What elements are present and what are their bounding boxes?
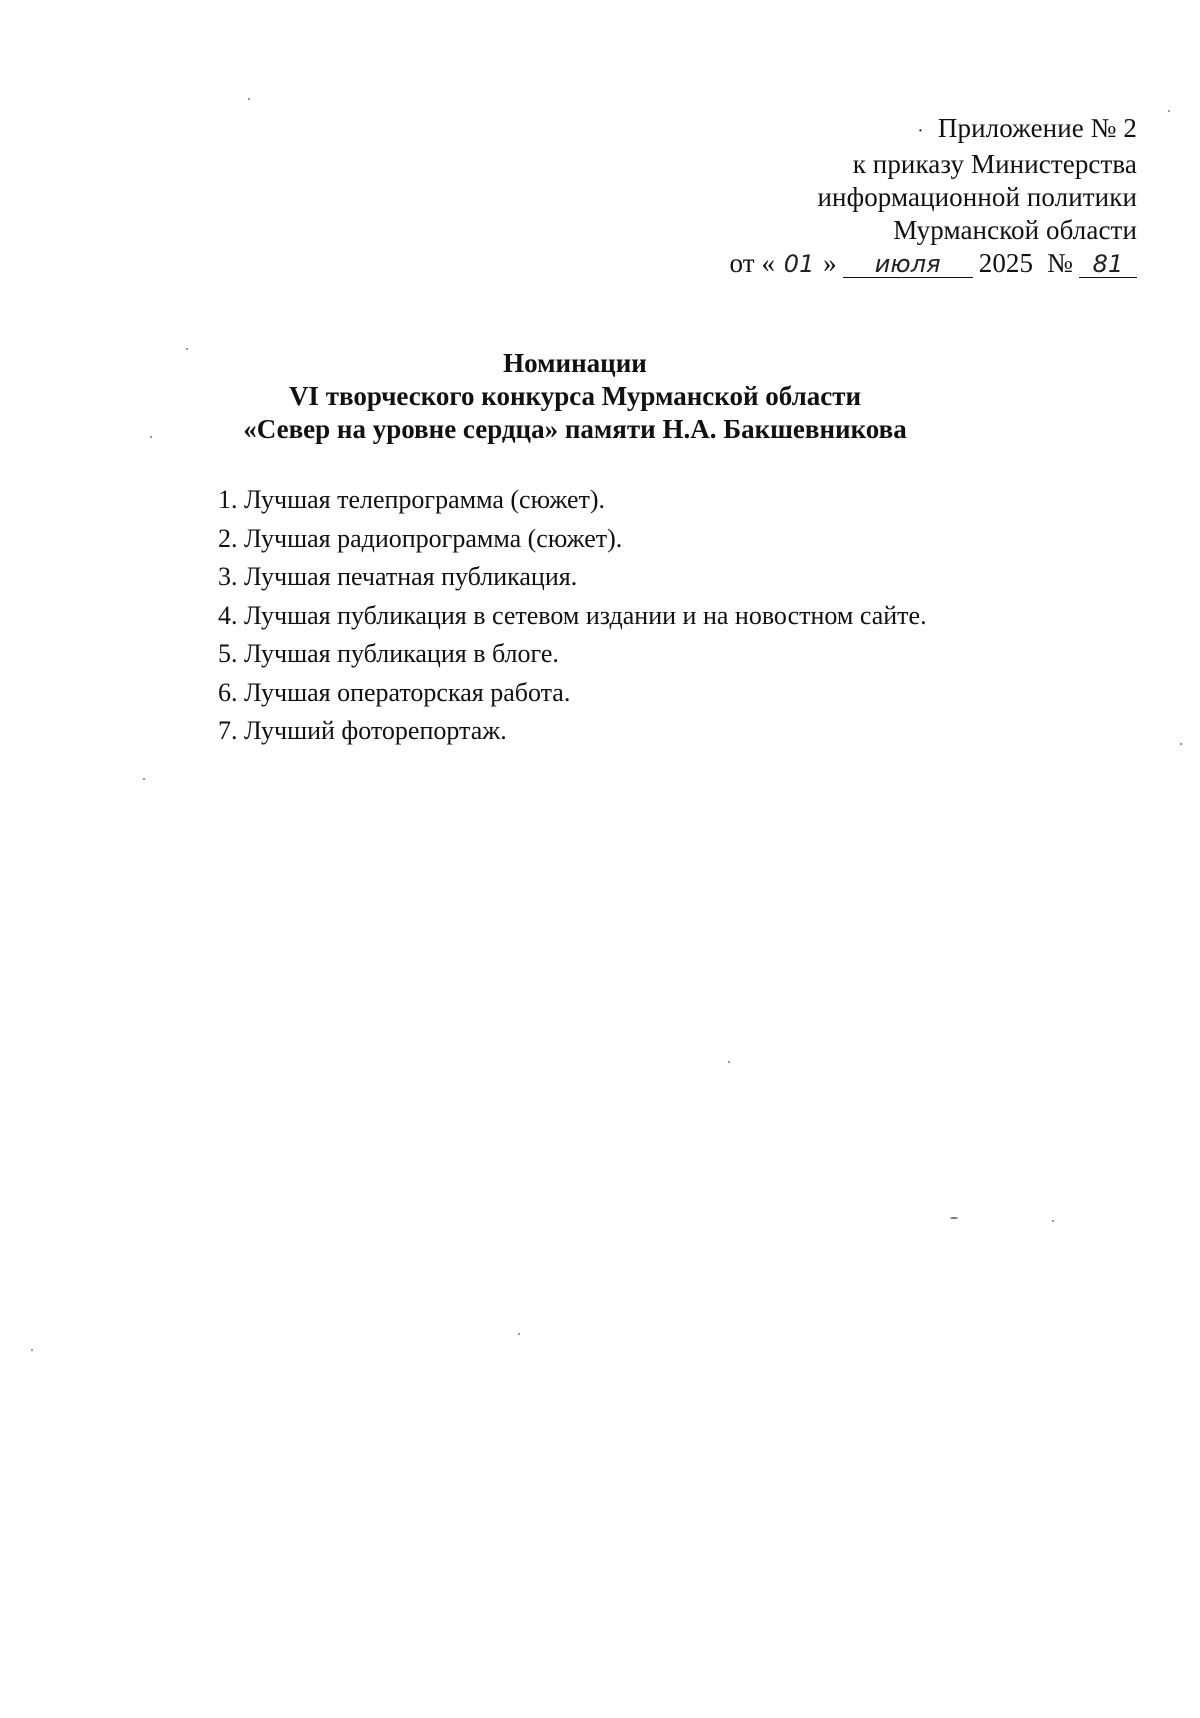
title-line-2: VI творческого конкурса Мурманской области [288, 381, 862, 411]
scan-speck [950, 1217, 958, 1219]
list-item: 4. Лучшая публикация в сетевом издании и на новостном сайте. [218, 600, 927, 630]
appendix-line-4: Мурманской области [893, 215, 1137, 245]
scan-speck [186, 348, 188, 350]
scan-speck [143, 778, 145, 780]
order-date-line [730, 247, 1137, 280]
appendix-line-1 [730, 112, 1137, 148]
date-month-handwritten: июля [843, 251, 973, 278]
number-sign: № [1047, 248, 1073, 278]
scan-speck [518, 1333, 520, 1335]
scan-speck [248, 98, 250, 100]
order-number-handwritten: 81 [1079, 251, 1137, 278]
scan-dot: · [917, 120, 924, 142]
list-item: 3. Лучшая печатная публикация. [218, 562, 578, 591]
list-item: 1. Лучшая телепрограмма (сюжет). [218, 485, 606, 514]
appendix-line-3: информационной политики [817, 182, 1137, 212]
date-close-quote: » [823, 248, 837, 278]
scan-speck [150, 436, 152, 438]
scan-speck [1052, 1220, 1054, 1222]
appendix-title: Приложение № 2 [937, 113, 1137, 143]
document-title [0, 347, 1200, 446]
date-prefix: от « [729, 248, 776, 278]
title-line-3: «Север на уровне сердца» памяти Н.А. Бакшевникова [243, 414, 907, 444]
scan-speck [31, 1349, 33, 1351]
scan-speck [728, 1061, 730, 1063]
date-day-handwritten: 01 [783, 250, 815, 278]
scan-speck [1180, 743, 1182, 745]
list-item: 5. Лучшая публикация в блоге. [218, 639, 559, 668]
title-line-1: Номинации [503, 348, 647, 378]
date-year: 2025 [978, 248, 1034, 278]
list-item: 6. Лучшая операторская работа. [218, 677, 571, 707]
list-item: 2. Лучшая радиопрограмма (сюжет). [218, 523, 623, 553]
appendix-line-2: к приказу Министерства [852, 149, 1137, 179]
scan-speck [1168, 110, 1170, 112]
list-item: 7. Лучший фоторепортаж. [218, 716, 507, 745]
appendix-header [730, 112, 1137, 280]
nominations-list [218, 481, 927, 751]
